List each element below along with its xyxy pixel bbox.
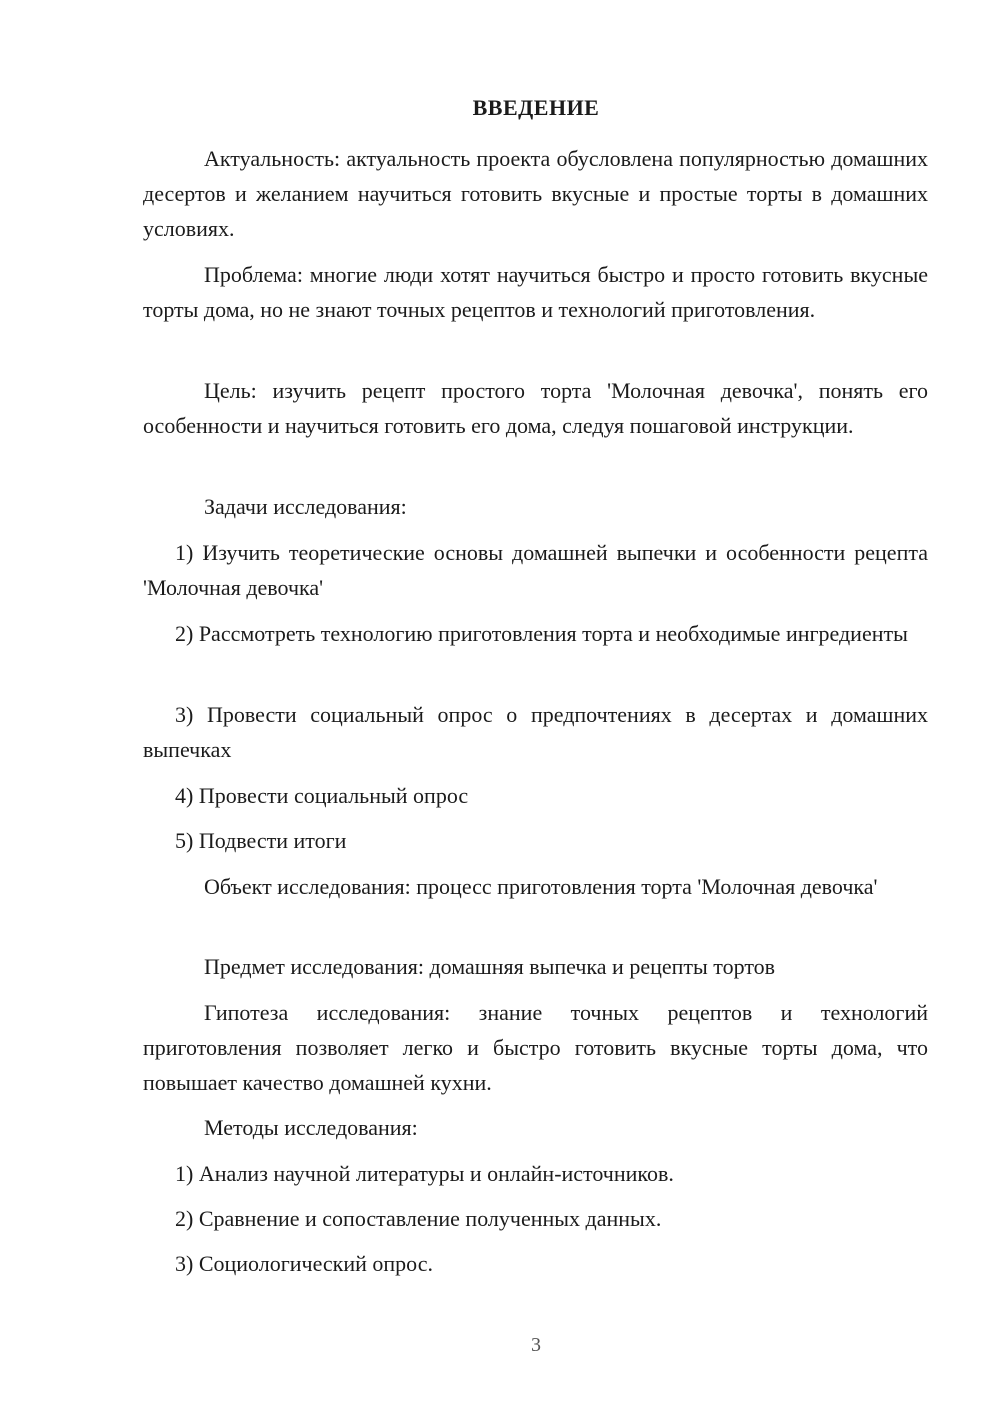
paragraph-hypothesis: Гипотеза исследования: знание точных рецептов и технологий приготовления позволяет легко и быстро готовить вкусные торты дома, что повышает качество домашней кухни. [143,1000,928,1095]
paragraph-goal: Цель: изучить рецепт простого торта 'Молочная девочка', понять его особенности и научиться готовить его дома, следуя пошаговой инструкции. [143,378,928,438]
task-item-4: 4) Провести социальный опрос [175,783,469,808]
page-number: 3 [531,1334,541,1356]
paragraph-problem: Проблема: многие люди хотят научиться быстро и просто готовить вкусные торты дома, но не знают точных рецептов и технологий приготовления. [143,262,928,322]
method-item-2: 2) Сравнение и сопоставление полученных данных. [175,1206,662,1231]
task-item-5: 5) Подвести итоги [175,828,347,853]
task-item-2: 2) Рассмотреть технологию приготовления торта и необходимые ингредиенты [175,621,908,646]
paragraph-tasks-heading: Задачи исследования: [204,494,407,519]
paragraph-object: Объект исследования: процесс приготовления торта 'Молочная девочка' [204,874,878,899]
method-item-3: 3) Социологический опрос. [175,1251,433,1276]
paragraph-subject: Предмет исследования: домашняя выпечка и рецепты тортов [204,954,776,979]
paragraph-relevance: Актуальность: актуальность проекта обусловлена популярностью домашних десертов и желанием научиться готовить вкусные и простые торты в домашних условиях. [143,146,928,241]
page-title: ВВЕДЕНИЕ [472,95,600,120]
method-item-1: 1) Анализ научной литературы и онлайн-источников. [175,1161,674,1186]
task-item-3: 3) Провести социальный опрос о предпочтениях в десертах и домашних выпечках [143,702,928,762]
task-item-1: 1) Изучить теоретические основы домашней выпечки и особенности рецепта 'Молочная девочка' [143,540,928,600]
paragraph-methods-heading: Методы исследования: [204,1115,418,1140]
